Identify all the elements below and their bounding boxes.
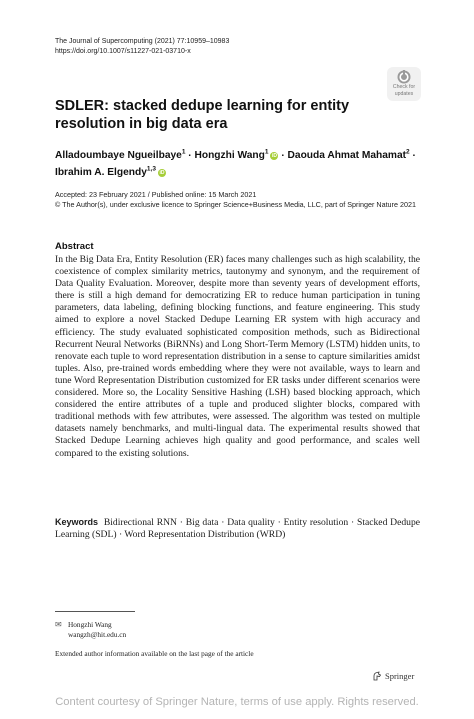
check-for-label: Check for — [392, 84, 416, 90]
orcid-icon[interactable]: iD — [159, 170, 165, 177]
paper-title: SDLER: stacked dedupe learning for entity resolution in big data era — [55, 98, 350, 132]
author-separator: · — [409, 150, 416, 162]
affiliation-marker: 1,3 — [146, 165, 156, 173]
orcid-icon[interactable]: iD — [271, 153, 277, 160]
author-separator: · — [278, 150, 288, 162]
springer-logo — [372, 671, 414, 681]
author-name: Ibrahim A. Elgendy — [55, 167, 147, 179]
journal-citation: The Journal of Supercomputing (2021) 77:10959–10983 — [55, 38, 230, 45]
springer-horse-icon — [372, 671, 382, 681]
affiliation-marker: 1 — [181, 149, 186, 156]
publication-dates — [55, 190, 425, 209]
author-name: Daouda Ahmat Mahamat — [287, 150, 407, 162]
author[interactable] — [288, 150, 410, 161]
footnote-divider — [55, 611, 135, 612]
envelope-icon: ✉ — [55, 620, 62, 629]
author[interactable] — [55, 167, 166, 178]
copyright-line: © The Author(s), under exclusive licence to Springer Science+Business Media, LLC, part of Springer Nature 2021 — [55, 199, 416, 209]
author-list — [55, 146, 425, 180]
author-separator: · — [185, 150, 195, 162]
author[interactable] — [195, 150, 279, 161]
keywords-label: Keywords — [55, 517, 99, 527]
corresponding-author — [55, 620, 126, 639]
author-name: Alladoumbaye Ngueilbaye — [55, 150, 182, 162]
doi-link[interactable]: https://doi.org/10.1007/s11227-021-03710-x — [55, 47, 191, 55]
affiliation-marker: 1 — [264, 149, 269, 156]
courtesy-watermark: Content courtesy of Springer Nature, terms of use apply. Rights reserved. — [55, 696, 419, 708]
updates-label: updates — [394, 90, 414, 97]
corresponding-name: Hongzhi Wang — [68, 620, 112, 629]
keywords-text: Bidirectional RNN · Big data · Data quality · Entity resolution · Stacked Dedupe Learning (SDL) · Word Representation Distribution (WRD) — [55, 517, 421, 541]
keywords — [55, 516, 420, 542]
abstract-heading: Abstract — [55, 241, 94, 252]
author-name: Hongzhi Wang — [194, 150, 265, 162]
journal-header — [55, 37, 229, 56]
corresponding-email[interactable]: wangzh@hit.edu.cn — [68, 629, 127, 639]
accepted-published-line: Accepted: 23 February 2021 / Published online: 15 March 2021 — [55, 190, 257, 199]
affiliation-marker: 2 — [406, 149, 410, 156]
check-for-updates-badge[interactable] — [387, 67, 421, 101]
extended-author-info: Extended author information available on the last page of the article — [55, 649, 254, 658]
springer-label: Springer — [385, 671, 415, 681]
check-for-updates-icon — [397, 70, 411, 84]
abstract-body: In the Big Data Era, Entity Resolution (ER) faces many challenges such as high scalability, the coexistence of complex similarity metrics, tautonymy and synonym, and the requirement of Data Quality Evaluation. Moreover, despite more than seventy years of development efforts, there is still a high demand for democratizing ER to reduce human participation in tuning parameters, data labeling, defining blocking functions, and feature engineering. This study aimed to explore a novel Stacked Dedupe Learning ER system with high accuracy and efficiency. The study evaluated sophisticated composition methods, such as Bidirectional Recurrent Neural Networks (BiRNNs) and Long Short-Term Memory (LSTM) hidden units, to renovate each tuple to word representation distribution in a sense to capture similarities amidst tuples. Also, pre-trained words embedding where they were not available, ways to learn and tune Word Representation Distribution customized for ER tasks under different scenarios were considered. More so, the Locality Sensitive Hashing (LSH) based blocking approach, which considered the entire attributes of a tuple and produced slighter blocks, compared with traditional methods with few attributes, were assessed. The algorithm was tested on multiple datasets namely benchmarks, and multi-lingual data. The experimental results showed that Stacked Dedupe Learning achieves high quality and good performance, and scales well compared to the existing solutions. — [55, 254, 420, 459]
author[interactable] — [55, 150, 185, 161]
